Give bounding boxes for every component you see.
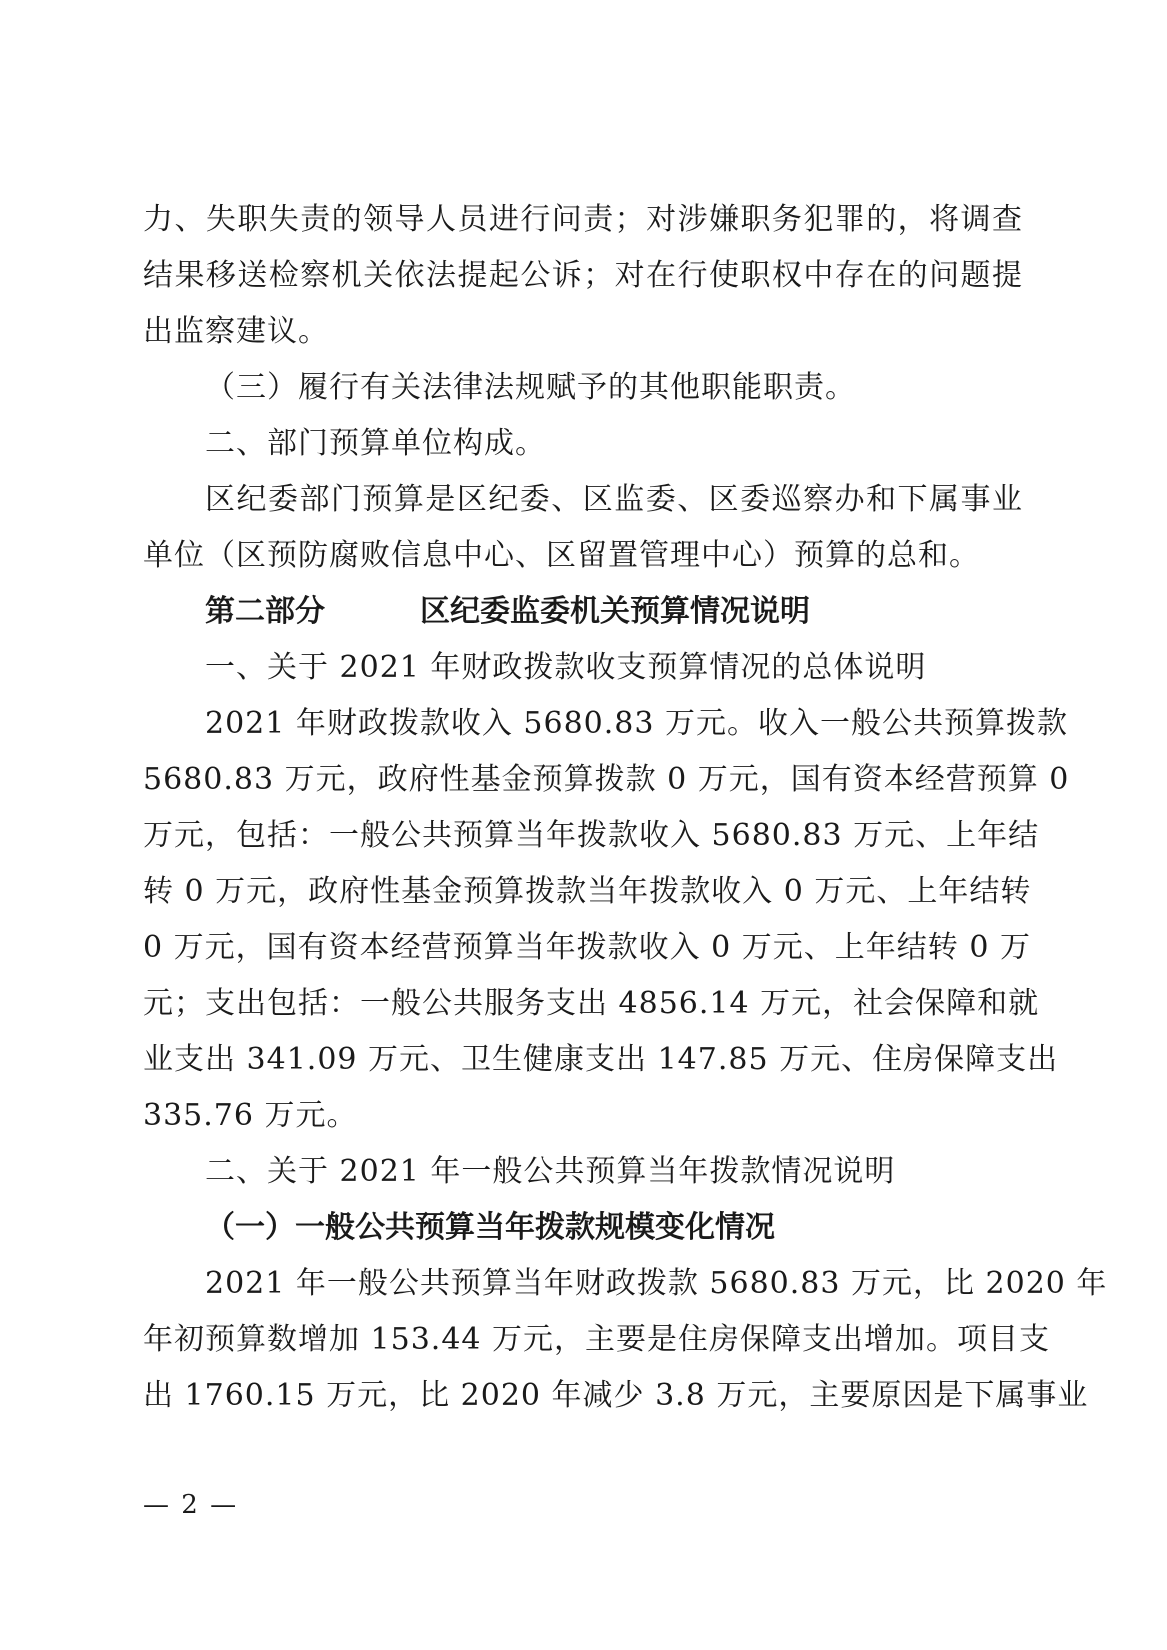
body-text-line: 335.76 万元。	[143, 1098, 358, 1133]
body-text-line: 力、失职失责的领导人员进行问责；对涉嫌职务犯罪的，将调查	[143, 202, 1023, 237]
body-text-line: 万元，包括：一般公共预算当年拨款收入 5680.83 万元、上年结	[143, 818, 1040, 853]
body-text-line: 2021 年财政拨款收入 5680.83 万元。收入一般公共预算拨款	[205, 706, 1069, 741]
body-text-line: 出 1760.15 万元，比 2020 年减少 3.8 万元，主要原因是下属事业	[143, 1378, 1089, 1413]
body-text-line: 5680.83 万元，政府性基金预算拨款 0 万元，国有资本经营预算 0	[143, 762, 1070, 797]
part-heading-title: 区纪委监委机关预算情况说明	[420, 594, 810, 629]
body-text-line: 0 万元，国有资本经营预算当年拨款收入 0 万元、上年结转 0 万	[143, 930, 1031, 965]
subsection-heading-scale-change: （一）一般公共预算当年拨款规模变化情况	[205, 1210, 775, 1245]
body-text-line: 年初预算数增加 153.44 万元，主要是住房保障支出增加。项目支	[143, 1322, 1051, 1357]
section-item-three: （三）履行有关法律法规赋予的其他职能职责。	[205, 370, 856, 405]
body-text-line: 元；支出包括：一般公共服务支出 4856.14 万元，社会保障和就	[143, 986, 1040, 1021]
body-text-line: 结果移送检察机关依法提起公诉；对在行使职权中存在的问题提	[143, 258, 1023, 293]
body-text-line: 转 0 万元，政府性基金预算拨款当年拨款收入 0 万元、上年结转	[143, 874, 1032, 909]
section-heading-unit-composition: 二、部门预算单位构成。	[205, 426, 546, 461]
page-number: — 2 —	[143, 1490, 239, 1520]
body-text-line: 2021 年一般公共预算当年财政拨款 5680.83 万元，比 2020 年	[205, 1266, 1108, 1301]
body-text-line: 区纪委部门预算是区纪委、区监委、区委巡察办和下属事业	[205, 482, 1023, 517]
body-text-line: 业支出 341.09 万元、卫生健康支出 147.85 万元、住房保障支出	[143, 1042, 1059, 1077]
section-heading-general-budget: 二、关于 2021 年一般公共预算当年拨款情况说明	[205, 1154, 896, 1189]
part-heading-label: 第二部分	[205, 594, 325, 629]
section-heading-overview: 一、关于 2021 年财政拨款收支预算情况的总体说明	[205, 650, 927, 685]
body-text-line: 出监察建议。	[143, 314, 329, 349]
body-text-line: 单位（区预防腐败信息中心、区留置管理中心）预算的总和。	[143, 538, 980, 573]
